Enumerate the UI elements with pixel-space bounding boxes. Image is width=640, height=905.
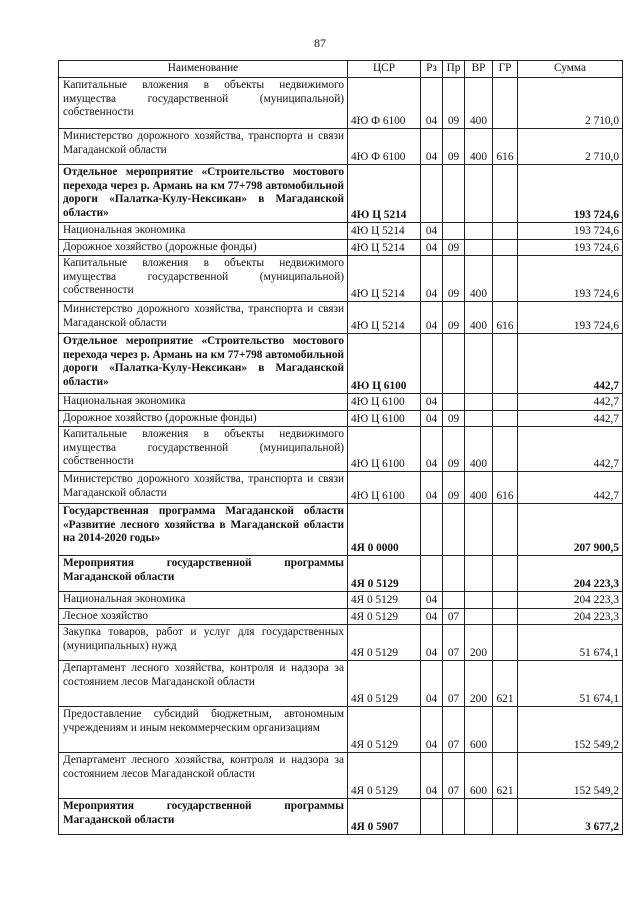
cell-name: Закупка товаров, работ и услуг для государственных (муниципальных) нужд <box>59 625 348 661</box>
table-row <box>59 78 623 129</box>
cell-rz <box>421 334 443 394</box>
cell-pr <box>443 334 465 394</box>
cell-rz <box>421 556 443 592</box>
table-row <box>59 753 623 799</box>
cell-rz: 04 <box>421 753 443 799</box>
table-row <box>59 302 623 334</box>
cell-rz: 04 <box>421 302 443 334</box>
cell-vr: 400 <box>465 78 493 129</box>
cell-vr: 600 <box>465 707 493 753</box>
cell-rz: 04 <box>421 239 443 256</box>
cell-name: Дорожное хозяйство (дорожные фонды) <box>59 410 348 427</box>
cell-csr: 4Я 0 5129 <box>348 661 421 707</box>
cell-rz: 04 <box>421 78 443 129</box>
cell-rz: 04 <box>421 661 443 707</box>
cell-gr <box>493 592 518 609</box>
header-sum: Сумма <box>518 61 623 78</box>
cell-name: Мероприятия государственной программы Магаданской области <box>59 556 348 592</box>
cell-csr: 4Ю Ф 6100 <box>348 78 421 129</box>
cell-sum: 442,7 <box>518 394 623 411</box>
cell-vr <box>465 410 493 427</box>
cell-gr: 621 <box>493 753 518 799</box>
cell-gr <box>493 256 518 302</box>
cell-pr: 09 <box>443 129 465 165</box>
table-row <box>59 165 623 223</box>
cell-pr: 09 <box>443 410 465 427</box>
table-row <box>59 661 623 707</box>
cell-gr <box>493 799 518 835</box>
cell-sum: 442,7 <box>518 472 623 504</box>
cell-pr <box>443 223 465 240</box>
cell-csr: 4Я 0 5129 <box>348 556 421 592</box>
cell-gr <box>493 394 518 411</box>
cell-gr <box>493 239 518 256</box>
cell-csr: 4Ю Ц 5214 <box>348 165 421 223</box>
table-row <box>59 608 623 625</box>
cell-csr: 4Ю Ц 5214 <box>348 239 421 256</box>
cell-gr <box>493 504 518 556</box>
cell-csr: 4Ю Ц 5214 <box>348 256 421 302</box>
cell-vr: 400 <box>465 472 493 504</box>
cell-pr <box>443 394 465 411</box>
cell-name: Мероприятия государственной программы Магаданской области <box>59 799 348 835</box>
table-header-row <box>59 61 623 78</box>
cell-csr: 4Я 0 5129 <box>348 753 421 799</box>
cell-rz: 04 <box>421 625 443 661</box>
header-vr: ВР <box>465 61 493 78</box>
cell-rz <box>421 504 443 556</box>
cell-gr <box>493 707 518 753</box>
cell-vr: 400 <box>465 256 493 302</box>
cell-name: Национальная экономика <box>59 394 348 411</box>
cell-name: Министерство дорожного хозяйства, транспорта и связи Магаданской области <box>59 129 348 165</box>
cell-pr <box>443 556 465 592</box>
cell-csr: 4Я 0 5129 <box>348 707 421 753</box>
cell-gr <box>493 165 518 223</box>
cell-name: Национальная экономика <box>59 223 348 240</box>
cell-gr <box>493 608 518 625</box>
cell-sum: 442,7 <box>518 427 623 472</box>
table-row <box>59 799 623 835</box>
cell-rz: 04 <box>421 256 443 302</box>
cell-csr: 4Ю Ц 5214 <box>348 223 421 240</box>
cell-sum: 51 674,1 <box>518 625 623 661</box>
cell-pr: 09 <box>443 472 465 504</box>
cell-pr: 09 <box>443 302 465 334</box>
cell-csr: 4Я 0 5129 <box>348 592 421 609</box>
cell-vr <box>465 592 493 609</box>
header-pr: Пр <box>443 61 465 78</box>
cell-gr <box>493 334 518 394</box>
cell-sum: 193 724,6 <box>518 223 623 240</box>
cell-csr: 4Ю Ц 6100 <box>348 334 421 394</box>
cell-gr <box>493 427 518 472</box>
cell-vr <box>465 799 493 835</box>
cell-name: Предоставление субсидий бюджетным, автономным учреждениям и иным некоммерческим организациям <box>59 707 348 753</box>
cell-pr: 07 <box>443 608 465 625</box>
cell-rz: 04 <box>421 223 443 240</box>
cell-name: Министерство дорожного хозяйства, транспорта и связи Магаданской области <box>59 302 348 334</box>
cell-gr: 616 <box>493 302 518 334</box>
cell-vr: 200 <box>465 625 493 661</box>
cell-csr: 4Я 0 5907 <box>348 799 421 835</box>
cell-pr: 09 <box>443 427 465 472</box>
cell-sum: 193 724,6 <box>518 256 623 302</box>
header-rz: Рз <box>421 61 443 78</box>
cell-sum: 204 223,3 <box>518 608 623 625</box>
cell-vr <box>465 239 493 256</box>
cell-sum: 442,7 <box>518 334 623 394</box>
cell-rz: 04 <box>421 129 443 165</box>
cell-pr: 09 <box>443 239 465 256</box>
budget-table <box>58 60 623 835</box>
table-row <box>59 334 623 394</box>
table-row <box>59 239 623 256</box>
cell-name: Лесное хозяйство <box>59 608 348 625</box>
cell-rz: 04 <box>421 608 443 625</box>
cell-vr <box>465 556 493 592</box>
table-row <box>59 256 623 302</box>
cell-vr: 400 <box>465 129 493 165</box>
cell-pr <box>443 165 465 223</box>
cell-gr <box>493 223 518 240</box>
cell-pr: 09 <box>443 78 465 129</box>
cell-vr: 400 <box>465 302 493 334</box>
table-row <box>59 129 623 165</box>
header-name: Наименование <box>59 61 348 78</box>
cell-csr: 4Я 0 5129 <box>348 625 421 661</box>
cell-vr <box>465 165 493 223</box>
cell-name: Министерство дорожного хозяйства, транспорта и связи Магаданской области <box>59 472 348 504</box>
cell-sum: 204 223,3 <box>518 592 623 609</box>
cell-sum: 152 549,2 <box>518 753 623 799</box>
cell-sum: 3 677,2 <box>518 799 623 835</box>
table-row <box>59 592 623 609</box>
table-row <box>59 427 623 472</box>
cell-name: Государственная программа Магаданской области «Развитие лесного хозяйства в Магаданской области на 2014-2020 годы» <box>59 504 348 556</box>
cell-csr: 4Ю Ц 5214 <box>348 302 421 334</box>
cell-name: Отдельное мероприятие «Строительство мостового перехода через р. Армань на км 77+798 автомобильной дороги «Палатка-Кулу-Нексикан» в Магаданской области» <box>59 334 348 394</box>
cell-sum: 2 710,0 <box>518 78 623 129</box>
cell-pr: 07 <box>443 661 465 707</box>
cell-vr: 400 <box>465 427 493 472</box>
cell-vr <box>465 608 493 625</box>
cell-rz: 04 <box>421 707 443 753</box>
cell-gr: 616 <box>493 472 518 504</box>
cell-sum: 152 549,2 <box>518 707 623 753</box>
cell-name: Капитальные вложения в объекты недвижимого имущества государственной (муниципальной) собственности <box>59 427 348 472</box>
cell-vr <box>465 394 493 411</box>
cell-pr <box>443 504 465 556</box>
table-row <box>59 223 623 240</box>
cell-pr <box>443 592 465 609</box>
cell-sum: 204 223,3 <box>518 556 623 592</box>
cell-rz <box>421 165 443 223</box>
cell-rz: 04 <box>421 472 443 504</box>
cell-vr <box>465 223 493 240</box>
cell-name: Департамент лесного хозяйства, контроля и надзора за состоянием лесов Магаданской области <box>59 661 348 707</box>
table-body <box>59 78 623 835</box>
cell-csr: 4Ю Ц 6100 <box>348 472 421 504</box>
header-gr: ГР <box>493 61 518 78</box>
cell-vr <box>465 504 493 556</box>
table-row <box>59 707 623 753</box>
cell-rz <box>421 799 443 835</box>
cell-pr: 07 <box>443 625 465 661</box>
cell-gr <box>493 556 518 592</box>
table-row <box>59 394 623 411</box>
cell-rz: 04 <box>421 410 443 427</box>
cell-sum: 193 724,6 <box>518 302 623 334</box>
cell-gr: 621 <box>493 661 518 707</box>
cell-csr: 4Ю Ц 6100 <box>348 394 421 411</box>
cell-vr: 600 <box>465 753 493 799</box>
cell-name: Дорожное хозяйство (дорожные фонды) <box>59 239 348 256</box>
table-row <box>59 556 623 592</box>
cell-gr <box>493 78 518 129</box>
cell-sum: 51 674,1 <box>518 661 623 707</box>
cell-sum: 193 724,6 <box>518 239 623 256</box>
cell-rz: 04 <box>421 394 443 411</box>
cell-pr <box>443 799 465 835</box>
cell-name: Отдельное мероприятие «Строительство мостового перехода через р. Армань на км 77+798 автомобильной дороги «Палатка-Кулу-Нексикан» в Магаданской области» <box>59 165 348 223</box>
cell-csr: 4Ю Ц 6100 <box>348 427 421 472</box>
cell-vr <box>465 334 493 394</box>
header-csr: ЦСР <box>348 61 421 78</box>
cell-name: Национальная экономика <box>59 592 348 609</box>
table-row <box>59 504 623 556</box>
cell-sum: 193 724,6 <box>518 165 623 223</box>
cell-gr <box>493 625 518 661</box>
cell-pr: 07 <box>443 753 465 799</box>
cell-sum: 207 900,5 <box>518 504 623 556</box>
cell-csr: 4Я 0 5129 <box>348 608 421 625</box>
cell-vr: 200 <box>465 661 493 707</box>
cell-csr: 4Ю Ф 6100 <box>348 129 421 165</box>
cell-name: Департамент лесного хозяйства, контроля и надзора за состоянием лесов Магаданской области <box>59 753 348 799</box>
cell-rz: 04 <box>421 427 443 472</box>
table-row <box>59 625 623 661</box>
cell-name: Капитальные вложения в объекты недвижимого имущества государственной (муниципальной) собственности <box>59 256 348 302</box>
table-row <box>59 472 623 504</box>
cell-rz: 04 <box>421 592 443 609</box>
cell-csr: 4Я 0 0000 <box>348 504 421 556</box>
cell-name: Капитальные вложения в объекты недвижимого имущества государственной (муниципальной) собственности <box>59 78 348 129</box>
cell-sum: 442,7 <box>518 410 623 427</box>
table-row <box>59 410 623 427</box>
cell-sum: 2 710,0 <box>518 129 623 165</box>
cell-gr: 616 <box>493 129 518 165</box>
cell-pr: 09 <box>443 256 465 302</box>
cell-pr: 07 <box>443 707 465 753</box>
cell-gr <box>493 410 518 427</box>
page-number: 87 <box>314 36 326 50</box>
cell-csr: 4Ю Ц 6100 <box>348 410 421 427</box>
